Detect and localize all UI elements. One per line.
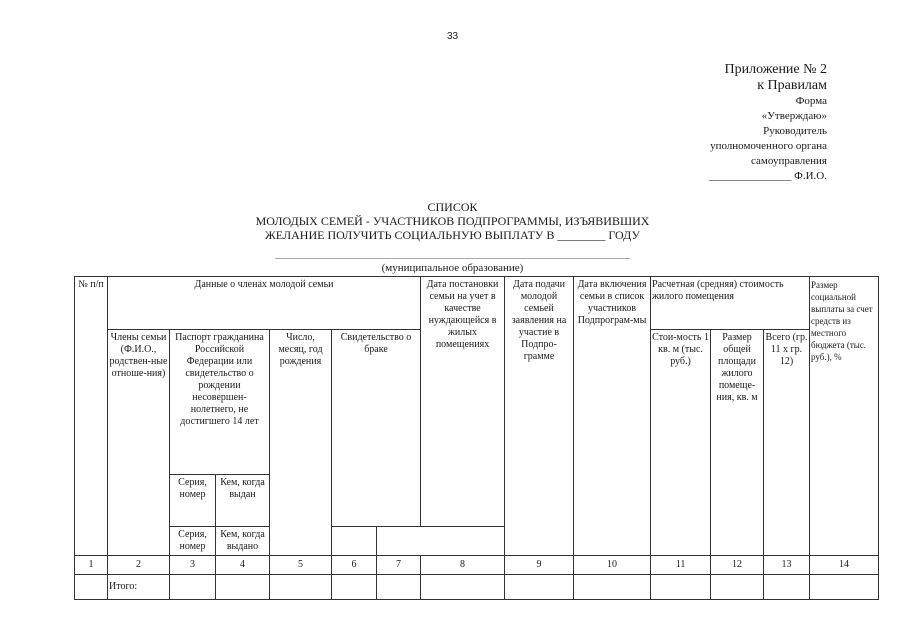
rules-label: к Правилам <box>757 78 827 93</box>
total-cell-14 <box>810 575 879 600</box>
self-government-label: самоуправления <box>751 155 827 167</box>
total-cell-11 <box>651 575 711 600</box>
header-family-data: Данные о членах молодой семьи <box>108 277 421 330</box>
header-social-payout: Размер социальной выплаты за счет средств из местного бюджета (тыс. руб.), % <box>810 277 879 556</box>
header-marriage-series: Серия, номер <box>170 527 216 556</box>
header-number: № п/п <box>75 277 108 556</box>
total-cell-7 <box>377 575 421 600</box>
head-label: Руководитель <box>763 125 827 137</box>
header-passport-series: Серия, номер <box>170 475 216 527</box>
total-cell-13 <box>764 575 810 600</box>
column-number-14: 14 <box>810 556 879 575</box>
total-label: Итого: <box>108 575 170 600</box>
header-total-area: Размер общей площади жилого помеще-ния, кв. м <box>711 330 764 556</box>
total-cell-12 <box>711 575 764 600</box>
total-cell-6 <box>332 575 377 600</box>
total-cell-3 <box>170 575 216 600</box>
header-marriage-issued: Кем, когда выдано <box>216 527 270 556</box>
column-number-5: 5 <box>270 556 332 575</box>
header-total-cost: Всего (гр. 11 x гр. 12) <box>764 330 810 556</box>
municipality-caption: (муниципальное образование) <box>381 262 524 274</box>
column-number-3: 3 <box>170 556 216 575</box>
column-number-10: 10 <box>574 556 651 575</box>
column-number-13: 13 <box>764 556 810 575</box>
column-number-1: 1 <box>75 556 108 575</box>
column-number-12: 12 <box>711 556 764 575</box>
municipality-underline <box>275 258 630 259</box>
form-label: Форма <box>795 95 827 107</box>
total-cell-9 <box>505 575 574 600</box>
approval-block <box>709 62 827 184</box>
total-cell-5 <box>270 575 332 600</box>
title-line-1: СПИСОК <box>427 200 478 214</box>
signature-line: _______________ Ф.И.О. <box>708 170 827 182</box>
family-list-table <box>74 276 879 600</box>
header-passport-issued: Кем, когда выдан <box>216 475 270 527</box>
authority-label: уполномоченного органа <box>710 140 827 152</box>
page-number: 33 <box>446 31 459 42</box>
header-cost-per-m2: Стои-мость 1 кв. м (тыс. руб.) <box>651 330 711 556</box>
total-cell-8 <box>421 575 505 600</box>
header-birth-date: Число, месяц, год рождения <box>270 330 332 556</box>
header-application-date: Дата подачи молодой семьей заявления на участие в Подпро-грамме <box>505 277 574 556</box>
column-number-7: 7 <box>377 556 421 575</box>
column-number-6: 6 <box>332 556 377 575</box>
column-number-2: 2 <box>108 556 170 575</box>
header-family-members: Члены семьи (Ф.И.О., родствен-ные отноше-ния) <box>108 330 170 556</box>
title-line-3: ЖЕЛАНИЕ ПОЛУЧИТЬ СОЦИАЛЬНУЮ ВЫПЛАТУ В ________ ГОДУ <box>265 228 640 242</box>
column-number-4: 4 <box>216 556 270 575</box>
total-cell-10 <box>574 575 651 600</box>
total-cell-4 <box>216 575 270 600</box>
appendix-label: Приложение № 2 <box>724 62 827 77</box>
column-number-11: 11 <box>651 556 711 575</box>
total-cell-1 <box>75 575 108 600</box>
document-title <box>0 200 905 242</box>
header-marriage-certificate: Свидетельство о браке <box>332 330 421 527</box>
header-registration-blank <box>332 527 377 556</box>
column-number-8: 8 <box>421 556 505 575</box>
column-number-9: 9 <box>505 556 574 575</box>
header-inclusion-date: Дата включения семьи в список участников Подпрограм-мы <box>574 277 651 556</box>
approve-label: «Утверждаю» <box>761 110 827 122</box>
header-passport: Паспорт гражданина Российской Федерации или свидетельство о рождении несовершен-нолетнего, не достигшего 14 лет <box>170 330 270 475</box>
title-line-2: МОЛОДЫХ СЕМЕЙ - УЧАСТНИКОВ ПОДПРОГРАММЫ, ИЗЪЯВИВШИХ <box>255 214 650 228</box>
header-registration-date: Дата постановки семьи на учет в качестве нуждающейся в жилых помещениях <box>421 277 505 527</box>
column-number-row <box>75 556 879 575</box>
total-row <box>75 575 879 600</box>
header-housing-cost: Расчетная (средняя) стоимость жилого помещения <box>651 277 810 330</box>
